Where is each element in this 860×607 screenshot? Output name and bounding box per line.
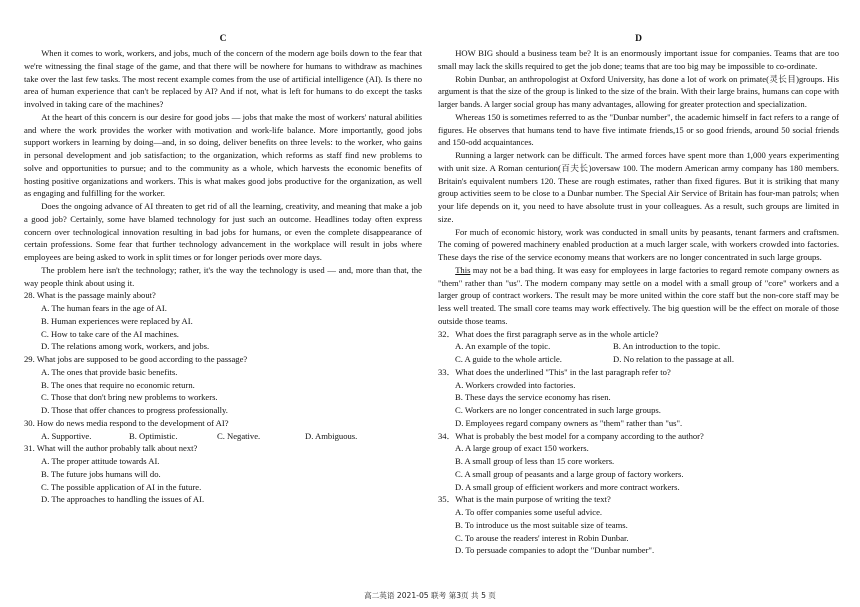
question-28-option-a: A. The human fears in the age of AI. <box>41 303 167 313</box>
section-c-paragraph-1: When it comes to work, workers, and jobs, much of the concern of the modern age boils down to the fear that we're witnessing the final stage of the game, and that there will be nowhere for humans to withdraw as machines take over the last few tasks. The most recent example comes from the use of artificial intelligence (AI). Is there no area of human experience that can't be replaced by AI? And if not, what is left for humans to do except the tasks involved in taking care of the machines? <box>24 48 422 109</box>
section-d-paragraph-5: For much of economic history, work was conducted in small units by peasants, tenant farmers and craftsmen. The coming of powered machinery enabled production at a much larger scale, with workers crowded into factories. These days the rise of the service economy means that workers are no longer concentrated in such large groups. <box>438 226 839 262</box>
question-28-option-d: D. The relations among work, workers, and jobs. <box>41 341 210 352</box>
question-33-option-d: D. Employees regard company owners as "them" rather than "us". <box>455 417 683 428</box>
section-d-paragraph-2: Robin Dunbar, an anthropologist at Oxford University, has done a lot of work on primate(灵长目)groups. His argument is that the size of the group is linked to the size of the brain. With their large brains, humans can cope with larger bands. A larger social group has many advantages, allowing for greater protection and specialization. <box>438 73 839 109</box>
question-34-option-a: A. A large group of exact 150 workers. <box>455 443 589 454</box>
section-d-paragraph-6-text: may not be a bad thing. It was easy for employees in large factories to regard remote company owners as "them" rather than "us". The modern company may settle on a model with a small group of "core" workers and a larger group of contract workers. The result may be more united within the core staff but the non-core staff may be less well treated. The small core teams may work effectively. The big question will be the effect on morale of those outside those teams. <box>438 264 839 326</box>
question-28-stem: 28. What is the passage mainly about? <box>24 290 156 301</box>
section-d-paragraph-6 <box>438 264 839 328</box>
question-29-stem: 29. What jobs are supposed to be good according to the passage? <box>24 354 248 364</box>
section-c <box>24 33 422 506</box>
question-32-options-row-2 <box>438 353 839 366</box>
question-29-option-b: B. The ones that require no economic return. <box>41 379 195 390</box>
question-34-stem: 34．What is probably the best model for a company according to the author? <box>438 430 704 441</box>
question-35-option-d: D. To persuade companies to adopt the "Dunbar number". <box>455 545 655 556</box>
section-d-paragraph-4: Running a larger network can be difficult. The armed forces have spent more than 1,000 years experimenting with unit size. A Roman centurion(百夫长)oversaw 100. The modern American army company has 180 members. Britain's equivalent numbers 120. These are rough estimates, rather than fixed figures. But it is striking that many group activities seem to be close to a Dunbar number. The Special Air Service of Britain has four-man patrols; when your life depends on it, you need to have absolute trust in your colleagues. As a result, such groups are limited in size. <box>438 150 839 224</box>
underlined-this: This <box>455 264 471 275</box>
section-d <box>438 33 839 557</box>
question-31-option-a: A. The proper attitude towards AI. <box>41 456 160 466</box>
page-footer: 高二英语 2021-05 联考 第3页 共 5 页 <box>364 591 496 600</box>
question-30-option-c: C. Negative. <box>217 430 261 441</box>
question-33-option-b: B. These days the service economy has risen. <box>455 392 611 403</box>
question-32-option-c: C. A guide to the whole article. <box>455 354 562 364</box>
question-32-option-b: B. An introduction to the topic. <box>613 341 721 352</box>
section-c-title: C <box>219 34 227 44</box>
question-35-option-b: B. To introduce us the most suitable size of teams. <box>455 519 628 530</box>
question-29-option-c: C. Those that don't bring new problems to workers. <box>41 392 218 403</box>
question-34-option-d: D. A small group of efficient workers and more contract workers. <box>455 481 680 492</box>
question-29-option-a: A. The ones that provide basic benefits. <box>41 366 178 377</box>
question-30-option-b: B. Optimistic. <box>129 430 178 441</box>
question-35-stem: 35．What is the main purpose of writing the text? <box>438 494 611 505</box>
question-33-stem: 33．What does the underlined "This" in the last paragraph refer to? <box>438 366 671 377</box>
question-33-option-a: A. Workers crowded into factories. <box>455 379 576 390</box>
question-32-stem: 32．What does the first paragraph serve as in the whole article? <box>438 328 659 339</box>
question-31-option-d: D. The approaches to handling the issues of AI. <box>41 494 205 505</box>
question-30-options <box>24 430 422 443</box>
question-34-option-b: B. A small group of less than 15 core workers. <box>455 456 615 466</box>
question-35-option-a: A. To offer companies some useful advice. <box>455 507 603 517</box>
section-c-paragraph-2: At the heart of this concern is our desire for good jobs — jobs that make the most of workers' natural abilities and where the work provides the worker with motivation and work-life balance. More importantly, good jobs support workers in learning by doing—and, in so doing, deliver benefits on three levels: to the worker, who gains in personal development and job satisfaction; to the organization, which reforms as staff find new problems to solve and opportunities to pursue; and to the community as a whole, which harvests the economic benefits of hosting positive organizations and workers. This is what makes good jobs productive for the organization, as well as engaging and fulfilling for the worker. <box>24 111 422 199</box>
section-d-paragraph-1: HOW BIG should a business team be? It is an enormously important issue for companies. Teams that are too small may lack the skills required to get the job done; teams that are too big may be impossible to co-ordinate. <box>438 48 839 71</box>
question-34-option-c: C. A small group of peasants and a large group of factory workers. <box>455 468 684 479</box>
question-28-option-c: C. How to take care of the AI machines. <box>41 328 179 339</box>
question-31-option-c: C. The possible application of AI in the future. <box>41 481 202 492</box>
question-30-stem: 30. How do news media respond to the development of AI? <box>24 417 229 428</box>
section-c-paragraph-3: Does the ongoing advance of AI threaten to get rid of all the learning, creativity, and meaning that make a job a good job? Certainly, some have blamed technology for just such an outcome. Headlines today often express concern over technological innovation resulting in bad jobs for humans, or even the complete disappearance of certain professions. Some fear that further technology advancement in the workplace will result in jobs where employees are being asked to work in split times or for longer periods over more days. <box>24 201 422 262</box>
question-28-option-b: B. Human experiences were replaced by AI. <box>41 315 193 326</box>
question-29-option-d: D. Those that offer chances to progress professionally. <box>41 405 228 415</box>
question-30-option-d: D. Ambiguous. <box>305 430 358 441</box>
question-35-option-c: C. To arouse the readers' interest in Robin Dunbar. <box>455 532 629 543</box>
question-33-option-c: C. Workers are no longer concentrated in such large groups. <box>455 405 661 415</box>
section-c-paragraph-4: The problem here isn't the technology; rather, it's the way the technology is used — and, more than that, the way people think about using it. <box>24 264 422 288</box>
question-32-option-d: D. No relation to the passage at all. <box>613 354 734 364</box>
section-d-title: D <box>635 34 642 44</box>
question-31-option-b: B. The future jobs humans will do. <box>41 468 161 479</box>
question-32-options-row-1 <box>438 340 839 353</box>
section-d-paragraph-3: Whereas 150 is sometimes referred to as the "Dunbar number", the academic himself in fact refers to a range of figures. He observes that humans tend to have five intimate friends,15 or so good friends, around 50 social friends and 150-odd acquaintances. <box>438 111 839 148</box>
question-32-option-a: A. An example of the topic. <box>455 341 551 352</box>
question-30-option-a: A. Supportive. <box>41 430 92 441</box>
question-31-stem: 31. What will the author probably talk about next? <box>24 443 198 454</box>
